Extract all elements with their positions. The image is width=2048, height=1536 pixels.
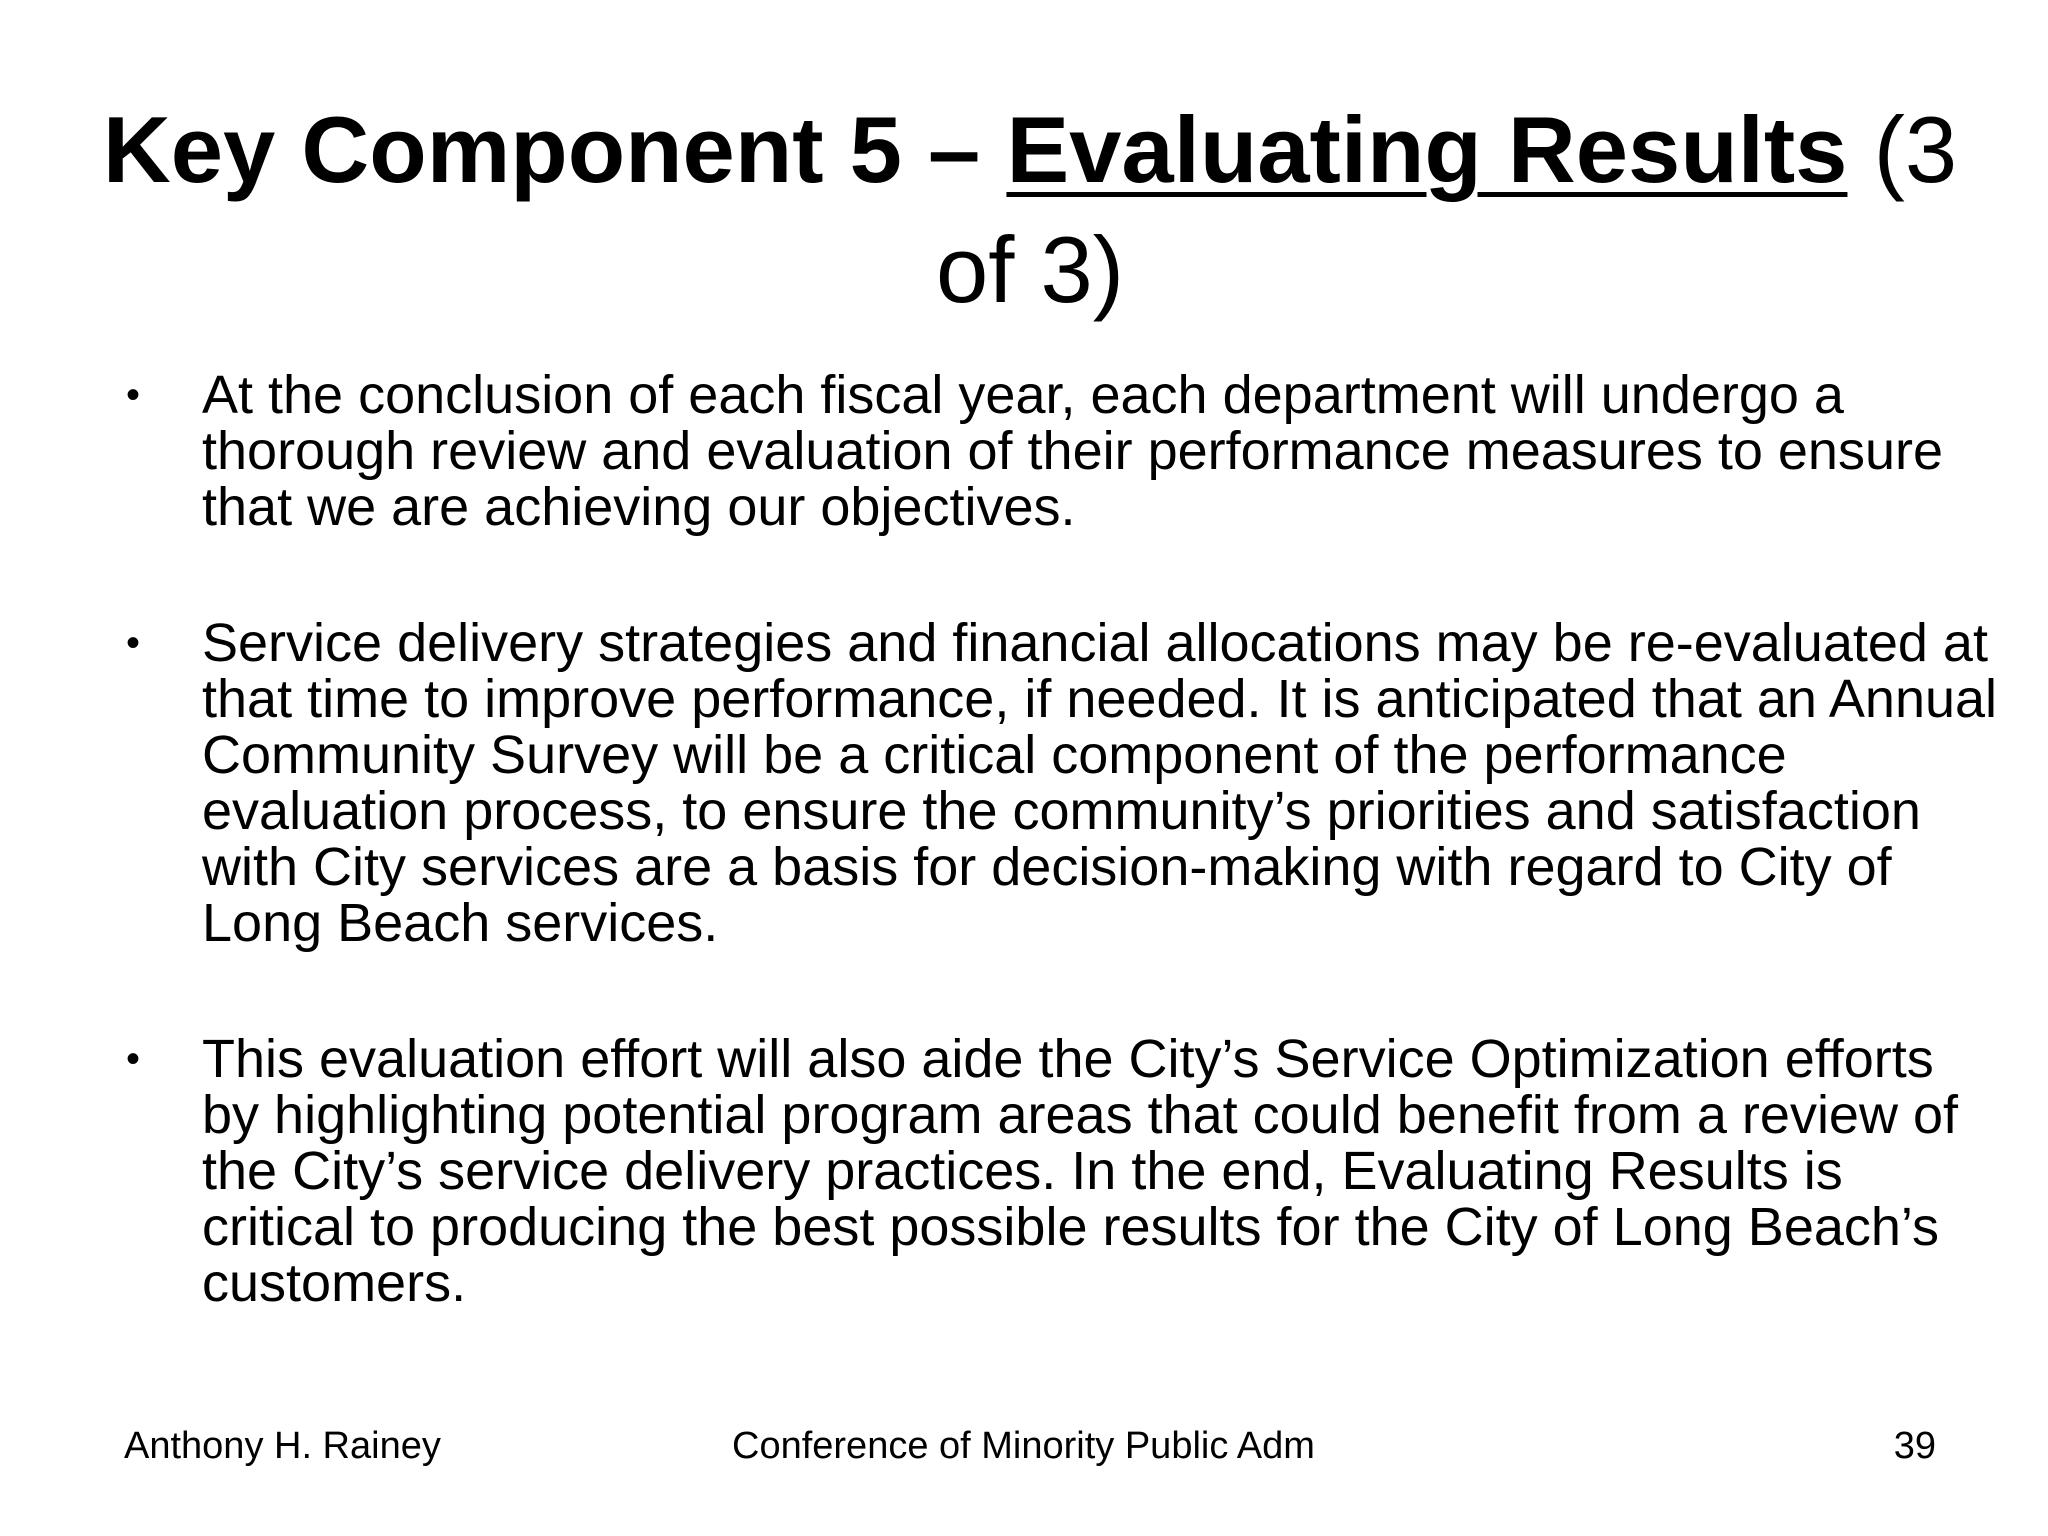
footer-page-number: 39 [1893, 1425, 1936, 1467]
title-suffix: (3 of 3) [935, 97, 1958, 322]
bullet-item [120, 615, 2000, 951]
bullet-dot-icon: • [126, 373, 141, 417]
slide-title [100, 90, 1960, 330]
bullet-dot-icon: • [126, 621, 141, 665]
title-emphasis: Evaluating Results [1006, 97, 1848, 202]
bullet-text: This evaluation effort will also aide the City’s Service Optimization efforts by highlighting potential program areas that could benefit from a review of the City’s service delivery practices. In the end, Evaluating Results is critical to producing the best possible results for the City of Long Beach’s customers. [202, 1029, 1959, 1313]
bullet-text: At the conclusion of each fiscal year, each department will undergo a thorough review and evaluation of their performance measures to ensure that we are achieving our objectives. [202, 365, 1943, 537]
bullet-item [120, 1031, 2000, 1311]
bullet-item [120, 367, 2000, 535]
title-prefix: Key Component 5 – [102, 97, 1007, 202]
bullet-dot-icon: • [126, 1037, 141, 1081]
bullet-list [120, 367, 2000, 1311]
bullet-text: Service delivery strategies and financial allocations may be re-evaluated at that time to improve performance, if needed. It is anticipated that an Annual Community Survey will be a critical component of the performance evaluation process, to ensure the community’s priorities and satisfaction with City services are a basis for decision-making with regard to City of Long Beach services. [202, 613, 1998, 953]
footer-author: Anthony H. Rainey [124, 1425, 441, 1467]
footer-conference: Conference of Minority Public Adm [732, 1425, 1315, 1467]
